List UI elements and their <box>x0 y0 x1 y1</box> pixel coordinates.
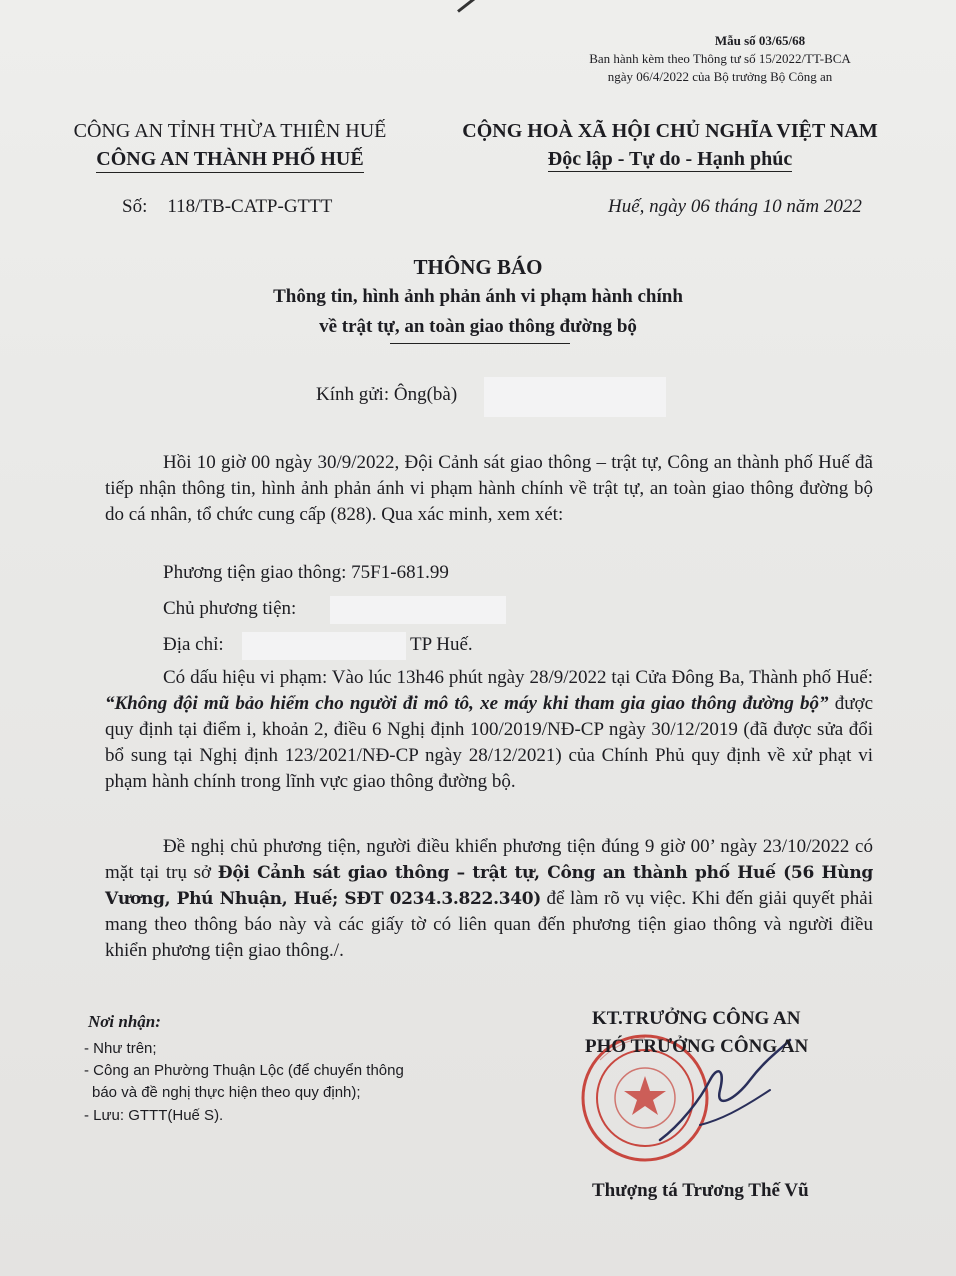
nation-motto: Độc lập - Tự do - Hạnh phúc <box>547 148 793 170</box>
paragraph-request <box>105 834 873 964</box>
address-city: TP Huế. <box>410 634 473 655</box>
signer-name: Thượng tá Trương Thế Vũ <box>592 1180 809 1201</box>
recipients-item-1: - Như trên; <box>84 1040 157 1057</box>
document-subtitle-1: Thông tin, hình ảnh phản ánh vi phạm hành chính <box>273 286 683 307</box>
form-issued-line2: ngày 06/4/2022 của Bộ trưởng Bộ Công an <box>607 69 833 84</box>
subtitle-underline <box>390 343 570 344</box>
redacted-address <box>242 632 406 660</box>
recipients-item-2: - Công an Phường Thuận Lộc (để chuyển thông <box>84 1062 404 1079</box>
owner-label: Chủ phương tiện: <box>163 598 297 619</box>
form-code: Mẫu số 03/65/68 <box>714 33 806 48</box>
agency-header <box>40 117 420 173</box>
violation-text-c: được quy định tại điểm i, khoản 2, điều 6 Nghị định 100/2019/NĐ-CP ngày 30/12/2019 (đã được sửa đổi bổ sung tại Nghị định 123/2021/NĐ-CP ngày 28/12/2021) của Chính Phủ quy định về xử phạt vi phạm hành chính trong lĩnh vực giao thông đường bộ. <box>105 693 873 792</box>
agency-parent: CÔNG AN TỈNH THỪA THIÊN HUẾ <box>73 120 387 142</box>
signature-title-1: KT.TRƯỞNG CÔNG AN <box>592 1008 801 1029</box>
subtitle-2-text: về trật tự, an toàn giao thông đường bộ <box>319 316 637 337</box>
pen-mark <box>457 0 497 13</box>
document-number <box>122 196 332 218</box>
recipient-label: Kính gửi: Ông(bà) <box>316 384 458 405</box>
place-date: Huế, ngày 06 tháng 10 năm 2022 <box>608 196 862 217</box>
nation-name: CỘNG HOÀ XÃ HỘI CHỦ NGHĨA VIỆT NAM <box>462 120 878 142</box>
redacted-owner <box>330 596 506 624</box>
address-label: Địa chỉ: <box>163 634 224 655</box>
recipients-item-3: báo và đề nghị thực hiện theo quy định); <box>92 1084 361 1101</box>
form-issued-line1: Ban hành kèm theo Thông tư số 15/2022/TT-BCA <box>589 51 851 66</box>
violation-quote: “Không đội mũ bảo hiểm cho người đi mô tô, xe máy khi tham gia giao thông đường bộ” <box>105 693 829 714</box>
document-title: THÔNG BÁO <box>413 255 543 279</box>
number-label: Số: <box>122 196 148 217</box>
vehicle-line: Phương tiện giao thông: 75F1-681.99 <box>163 562 449 583</box>
form-reference <box>560 32 880 86</box>
request-text-a: Đề nghị chủ phương tiện, người điều khiển phương tiện đúng 9 giờ 00’ ngày 23/10/2022 có mặt tại trụ sở <box>105 836 873 883</box>
recipients-title: Nơi nhận: <box>88 1012 161 1031</box>
signature-title-2: PHÓ TRƯỞNG CÔNG AN <box>585 1036 809 1057</box>
nation-header <box>425 117 915 173</box>
number-value: 118/TB-CATP-GTTT <box>167 196 333 217</box>
paragraph-intro: Hồi 10 giờ 00 ngày 30/9/2022, Đội Cảnh sát giao thông – trật tự, Công an thành phố Huế đã tiếp nhận thông tin, hình ảnh phản ánh vi phạm hành chính về trật tự, an toàn giao thông đường bộ do cá nhân, tổ chức cung cấp (828). Qua xác minh, xem xét: <box>105 452 873 525</box>
request-text-c: để làm rõ vụ việc. Khi đến giải quyết phải mang theo thông báo này và các giấy tờ có liên quan đến phương tiện giao thông và người điều khiển phương tiện giao thông./. <box>105 888 873 961</box>
agency-name: CÔNG AN THÀNH PHỐ HUẾ <box>96 147 363 173</box>
request-office: Đội Cảnh sát giao thông – trật tự, Công an thành phố Huế (56 Hùng Vương, Phú Nhuận, Huế; SĐT 0234.3.822.340) <box>105 863 873 909</box>
violation-text-a: Có dấu hiệu vi phạm: Vào lúc 13h46 phút ngày 28/9/2022 tại Cửa Đông Ba, Thành phố Huế: <box>163 667 873 688</box>
paragraph-violation <box>105 665 873 795</box>
redacted-recipient <box>484 377 666 417</box>
recipients-item-4: - Lưu: GTTT(Huế S). <box>84 1107 224 1124</box>
document-subtitle-2 <box>0 316 956 338</box>
